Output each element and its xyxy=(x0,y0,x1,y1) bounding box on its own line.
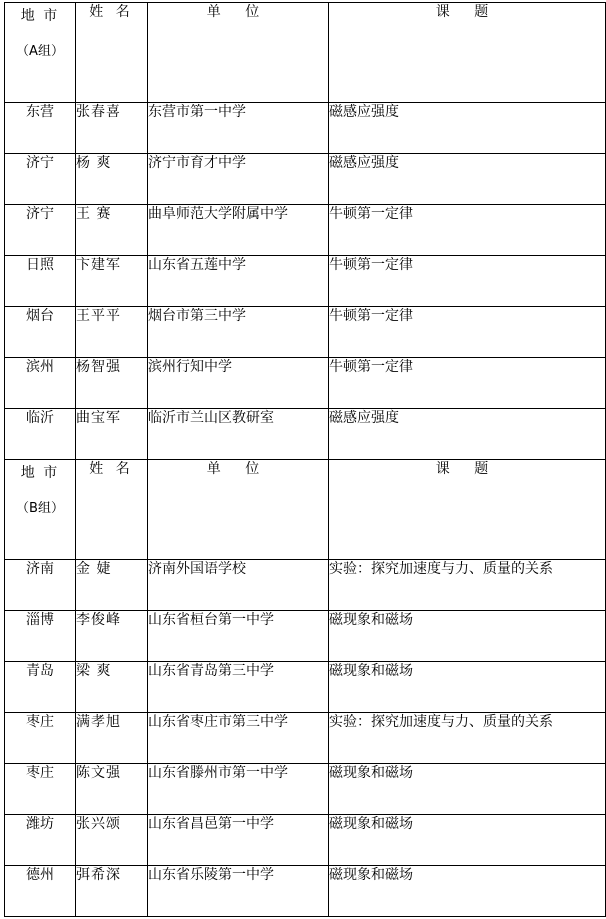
unit-cell: 山东省青岛第三中学 xyxy=(148,662,329,713)
unit-cell: 济南外国语学校 xyxy=(148,560,329,611)
topic-cell: 磁感应强度 xyxy=(329,154,606,205)
table-row xyxy=(5,205,606,256)
table-row xyxy=(5,103,606,154)
unit-cell: 临沂市兰山区教研室 xyxy=(148,409,329,460)
table-row xyxy=(5,358,606,409)
unit-cell: 山东省五莲中学 xyxy=(148,256,329,307)
topic-cell: 牛顿第一定律 xyxy=(329,205,606,256)
name-cell: 张兴颂 xyxy=(76,815,148,866)
topic-cell: 磁现象和磁场 xyxy=(329,611,606,662)
topic-cell: 磁现象和磁场 xyxy=(329,662,606,713)
name-cell: 梁 爽 xyxy=(76,662,148,713)
header-city-cell xyxy=(5,3,76,103)
name-cell: 弭希深 xyxy=(76,866,148,917)
topic-cell: 磁现象和磁场 xyxy=(329,866,606,917)
city-cell: 淄博 xyxy=(5,611,76,662)
city-cell: 临沂 xyxy=(5,409,76,460)
header-unit-label: 单 位 xyxy=(148,460,329,560)
name-cell: 杨 爽 xyxy=(76,154,148,205)
city-cell: 枣庄 xyxy=(5,713,76,764)
city-cell: 滨州 xyxy=(5,358,76,409)
name-cell: 张春喜 xyxy=(76,103,148,154)
table-row xyxy=(5,560,606,611)
topic-cell: 实验：探究加速度与力、质量的关系 xyxy=(329,560,606,611)
topic-cell: 实验：探究加速度与力、质量的关系 xyxy=(329,713,606,764)
name-cell: 曲宝军 xyxy=(76,409,148,460)
table-row xyxy=(5,662,606,713)
participants-table xyxy=(4,2,606,917)
table-row xyxy=(5,611,606,662)
table-row xyxy=(5,764,606,815)
table-row xyxy=(5,815,606,866)
unit-cell: 烟台市第三中学 xyxy=(148,307,329,358)
unit-cell: 山东省滕州市第一中学 xyxy=(148,764,329,815)
city-cell: 济宁 xyxy=(5,205,76,256)
header-city-label: 地 市 xyxy=(20,465,60,481)
table-row xyxy=(5,307,606,358)
header-topic-label: 课 题 xyxy=(329,460,606,560)
table-row xyxy=(5,256,606,307)
topic-cell: 磁感应强度 xyxy=(329,409,606,460)
name-cell: 王 赛 xyxy=(76,205,148,256)
header-city-cell xyxy=(5,460,76,560)
city-cell: 德州 xyxy=(5,866,76,917)
name-cell: 王平平 xyxy=(76,307,148,358)
table-body xyxy=(5,3,606,917)
group-header-row xyxy=(5,3,606,103)
unit-cell: 山东省乐陵第一中学 xyxy=(148,866,329,917)
topic-cell: 牛顿第一定律 xyxy=(329,358,606,409)
header-name-label: 姓 名 xyxy=(76,3,148,103)
city-cell: 烟台 xyxy=(5,307,76,358)
group-label: （B组） xyxy=(16,501,64,516)
city-cell: 济南 xyxy=(5,560,76,611)
topic-cell: 磁现象和磁场 xyxy=(329,764,606,815)
unit-cell: 东营市第一中学 xyxy=(148,103,329,154)
unit-cell: 滨州行知中学 xyxy=(148,358,329,409)
unit-cell: 济宁市育才中学 xyxy=(148,154,329,205)
name-cell: 杨智强 xyxy=(76,358,148,409)
group-label: （A组） xyxy=(16,44,64,59)
city-cell: 日照 xyxy=(5,256,76,307)
name-cell: 李俊峰 xyxy=(76,611,148,662)
group-header-row xyxy=(5,460,606,560)
city-cell: 东营 xyxy=(5,103,76,154)
topic-cell: 磁现象和磁场 xyxy=(329,815,606,866)
table-row xyxy=(5,154,606,205)
table-row xyxy=(5,713,606,764)
topic-cell: 牛顿第一定律 xyxy=(329,307,606,358)
name-cell: 金 婕 xyxy=(76,560,148,611)
name-cell: 满孝旭 xyxy=(76,713,148,764)
unit-cell: 曲阜师范大学附属中学 xyxy=(148,205,329,256)
name-cell: 卞建军 xyxy=(76,256,148,307)
table-row xyxy=(5,866,606,917)
unit-cell: 山东省昌邑第一中学 xyxy=(148,815,329,866)
name-cell: 陈文强 xyxy=(76,764,148,815)
city-cell: 枣庄 xyxy=(5,764,76,815)
header-unit-label: 单 位 xyxy=(148,3,329,103)
city-cell: 济宁 xyxy=(5,154,76,205)
header-city-label: 地 市 xyxy=(20,8,60,24)
table-row xyxy=(5,409,606,460)
topic-cell: 牛顿第一定律 xyxy=(329,256,606,307)
topic-cell: 磁感应强度 xyxy=(329,103,606,154)
city-cell: 潍坊 xyxy=(5,815,76,866)
header-name-label: 姓 名 xyxy=(76,460,148,560)
header-topic-label: 课 题 xyxy=(329,3,606,103)
unit-cell: 山东省枣庄市第三中学 xyxy=(148,713,329,764)
unit-cell: 山东省桓台第一中学 xyxy=(148,611,329,662)
city-cell: 青岛 xyxy=(5,662,76,713)
